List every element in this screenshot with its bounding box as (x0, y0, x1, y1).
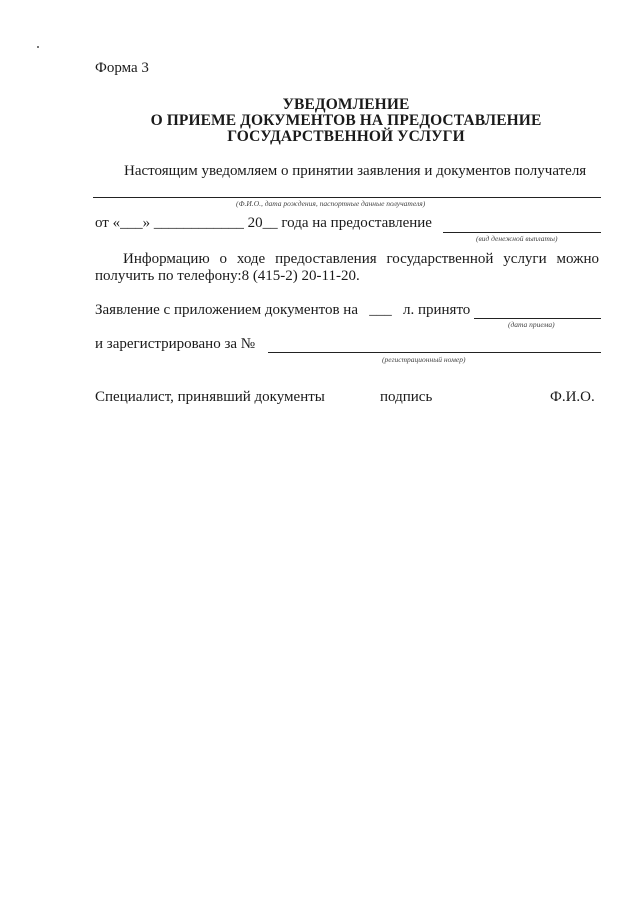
accept-date-hint: (дата приема) (508, 320, 555, 329)
accept-date-underline (474, 318, 601, 319)
scan-speck (37, 46, 39, 48)
date-quote-close: » (142, 215, 151, 231)
payment-type-hint: (вид денежной выплаты) (476, 234, 558, 243)
month-blank: ____________ (153, 215, 244, 231)
title-line-2: О ПРИЕМЕ ДОКУМЕНТОВ НА ПРЕДОСТАВЛЕНИЕ (150, 112, 542, 129)
form-number: Форма 3 (95, 60, 149, 76)
info-line-1: Информацию о ходе предоставления государственной услуги можно (123, 251, 599, 267)
date-tail: года на предоставление (281, 215, 432, 231)
payment-type-underline (443, 232, 601, 233)
registration-hint: (регистрационный номер) (382, 355, 466, 364)
application-middle: л. принято (402, 302, 471, 318)
info-line-2: получить по телефону:8 (415-2) 20-11-20. (95, 268, 360, 284)
notice-intro: Настоящим уведомляем о принятии заявления и документов получателя (124, 163, 587, 179)
fio-label: Ф.И.О. (550, 389, 595, 405)
fio-underline (93, 197, 601, 198)
fio-hint: (Ф.И.О., дата рождения, паспортные данные получателя) (236, 199, 426, 208)
year-blank: __ (262, 215, 278, 231)
specialist-label: Специалист, принявший документы (95, 389, 325, 405)
registration-underline (268, 352, 601, 353)
application-prefix: Заявление с приложением документов на (95, 302, 358, 318)
date-prefix: от « (95, 215, 121, 231)
day-blank: ___ (120, 215, 143, 231)
pages-blank: ___ (369, 302, 392, 318)
title-line-1: УВЕДОМЛЕНИЕ (282, 96, 410, 113)
registration-label: и зарегистрировано за № (95, 336, 256, 352)
date-row (95, 215, 432, 232)
signature-label: подпись (380, 389, 433, 405)
application-row (95, 302, 470, 319)
title-line-3: ГОСУДАРСТВЕННОЙ УСЛУГИ (227, 128, 465, 145)
year-prefix: 20 (247, 215, 263, 231)
